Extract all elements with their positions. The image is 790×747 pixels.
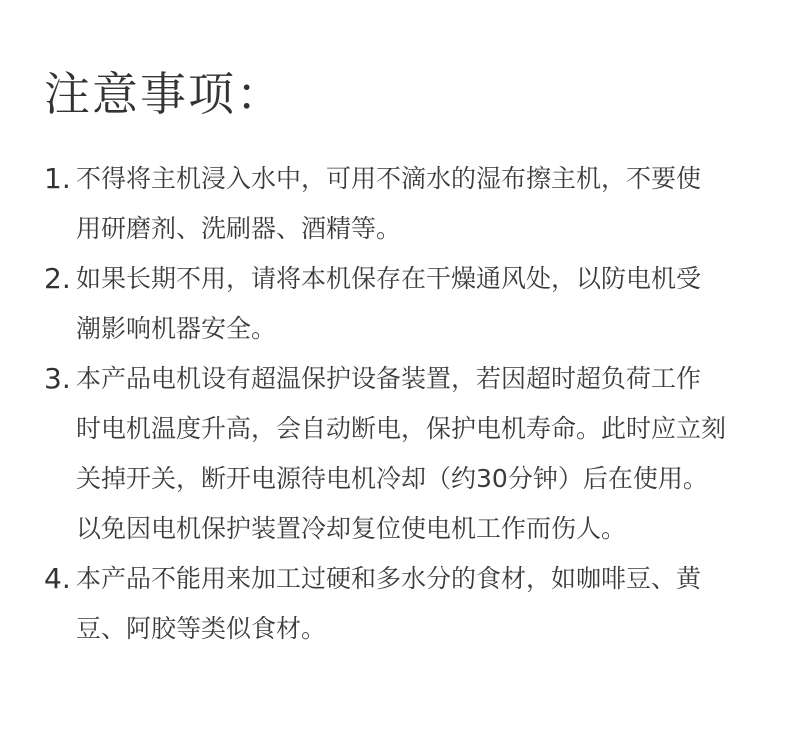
note-text bbox=[76, 554, 744, 654]
note-number: 4. bbox=[44, 562, 71, 595]
note-text bbox=[76, 154, 744, 254]
note-line: 本产品电机设有超温保护设备装置，若因超时超负荷工作 bbox=[76, 364, 702, 393]
note-line: 本产品不能用来加工过硬和多水分的食材，如咖啡豆、黄 bbox=[76, 564, 702, 593]
note-item-1 bbox=[44, 154, 744, 254]
note-line: 以免因电机保护装置冷却复位使电机工作而伤人。 bbox=[76, 514, 627, 543]
note-number: 3. bbox=[44, 362, 71, 395]
note-line: 豆、阿胶等类似食材。 bbox=[76, 614, 327, 643]
page-title: 注意事项： bbox=[44, 67, 284, 121]
note-item-3 bbox=[44, 354, 744, 554]
note-line: 时电机温度升高，会自动断电，保护电机寿命。此时应立刻 bbox=[76, 414, 727, 443]
notes-list bbox=[44, 154, 744, 654]
note-line: 用研磨剂、洗刷器、酒精等。 bbox=[76, 214, 402, 243]
note-item-4 bbox=[44, 554, 744, 654]
note-line: 潮影响机器安全。 bbox=[76, 314, 277, 343]
note-line: 如果长期不用，请将本机保存在干燥通风处，以防电机受 bbox=[76, 264, 702, 293]
note-text bbox=[76, 354, 744, 554]
note-item-2 bbox=[44, 254, 744, 354]
note-line: 不得将主机浸入水中，可用不滴水的湿布擦主机，不要使 bbox=[76, 164, 702, 193]
note-number: 1. bbox=[44, 162, 71, 195]
note-text bbox=[76, 254, 744, 354]
note-number: 2. bbox=[44, 262, 71, 295]
note-line: 关掉开关，断开电源待电机冷却（约30分钟）后在使用。 bbox=[76, 464, 708, 493]
